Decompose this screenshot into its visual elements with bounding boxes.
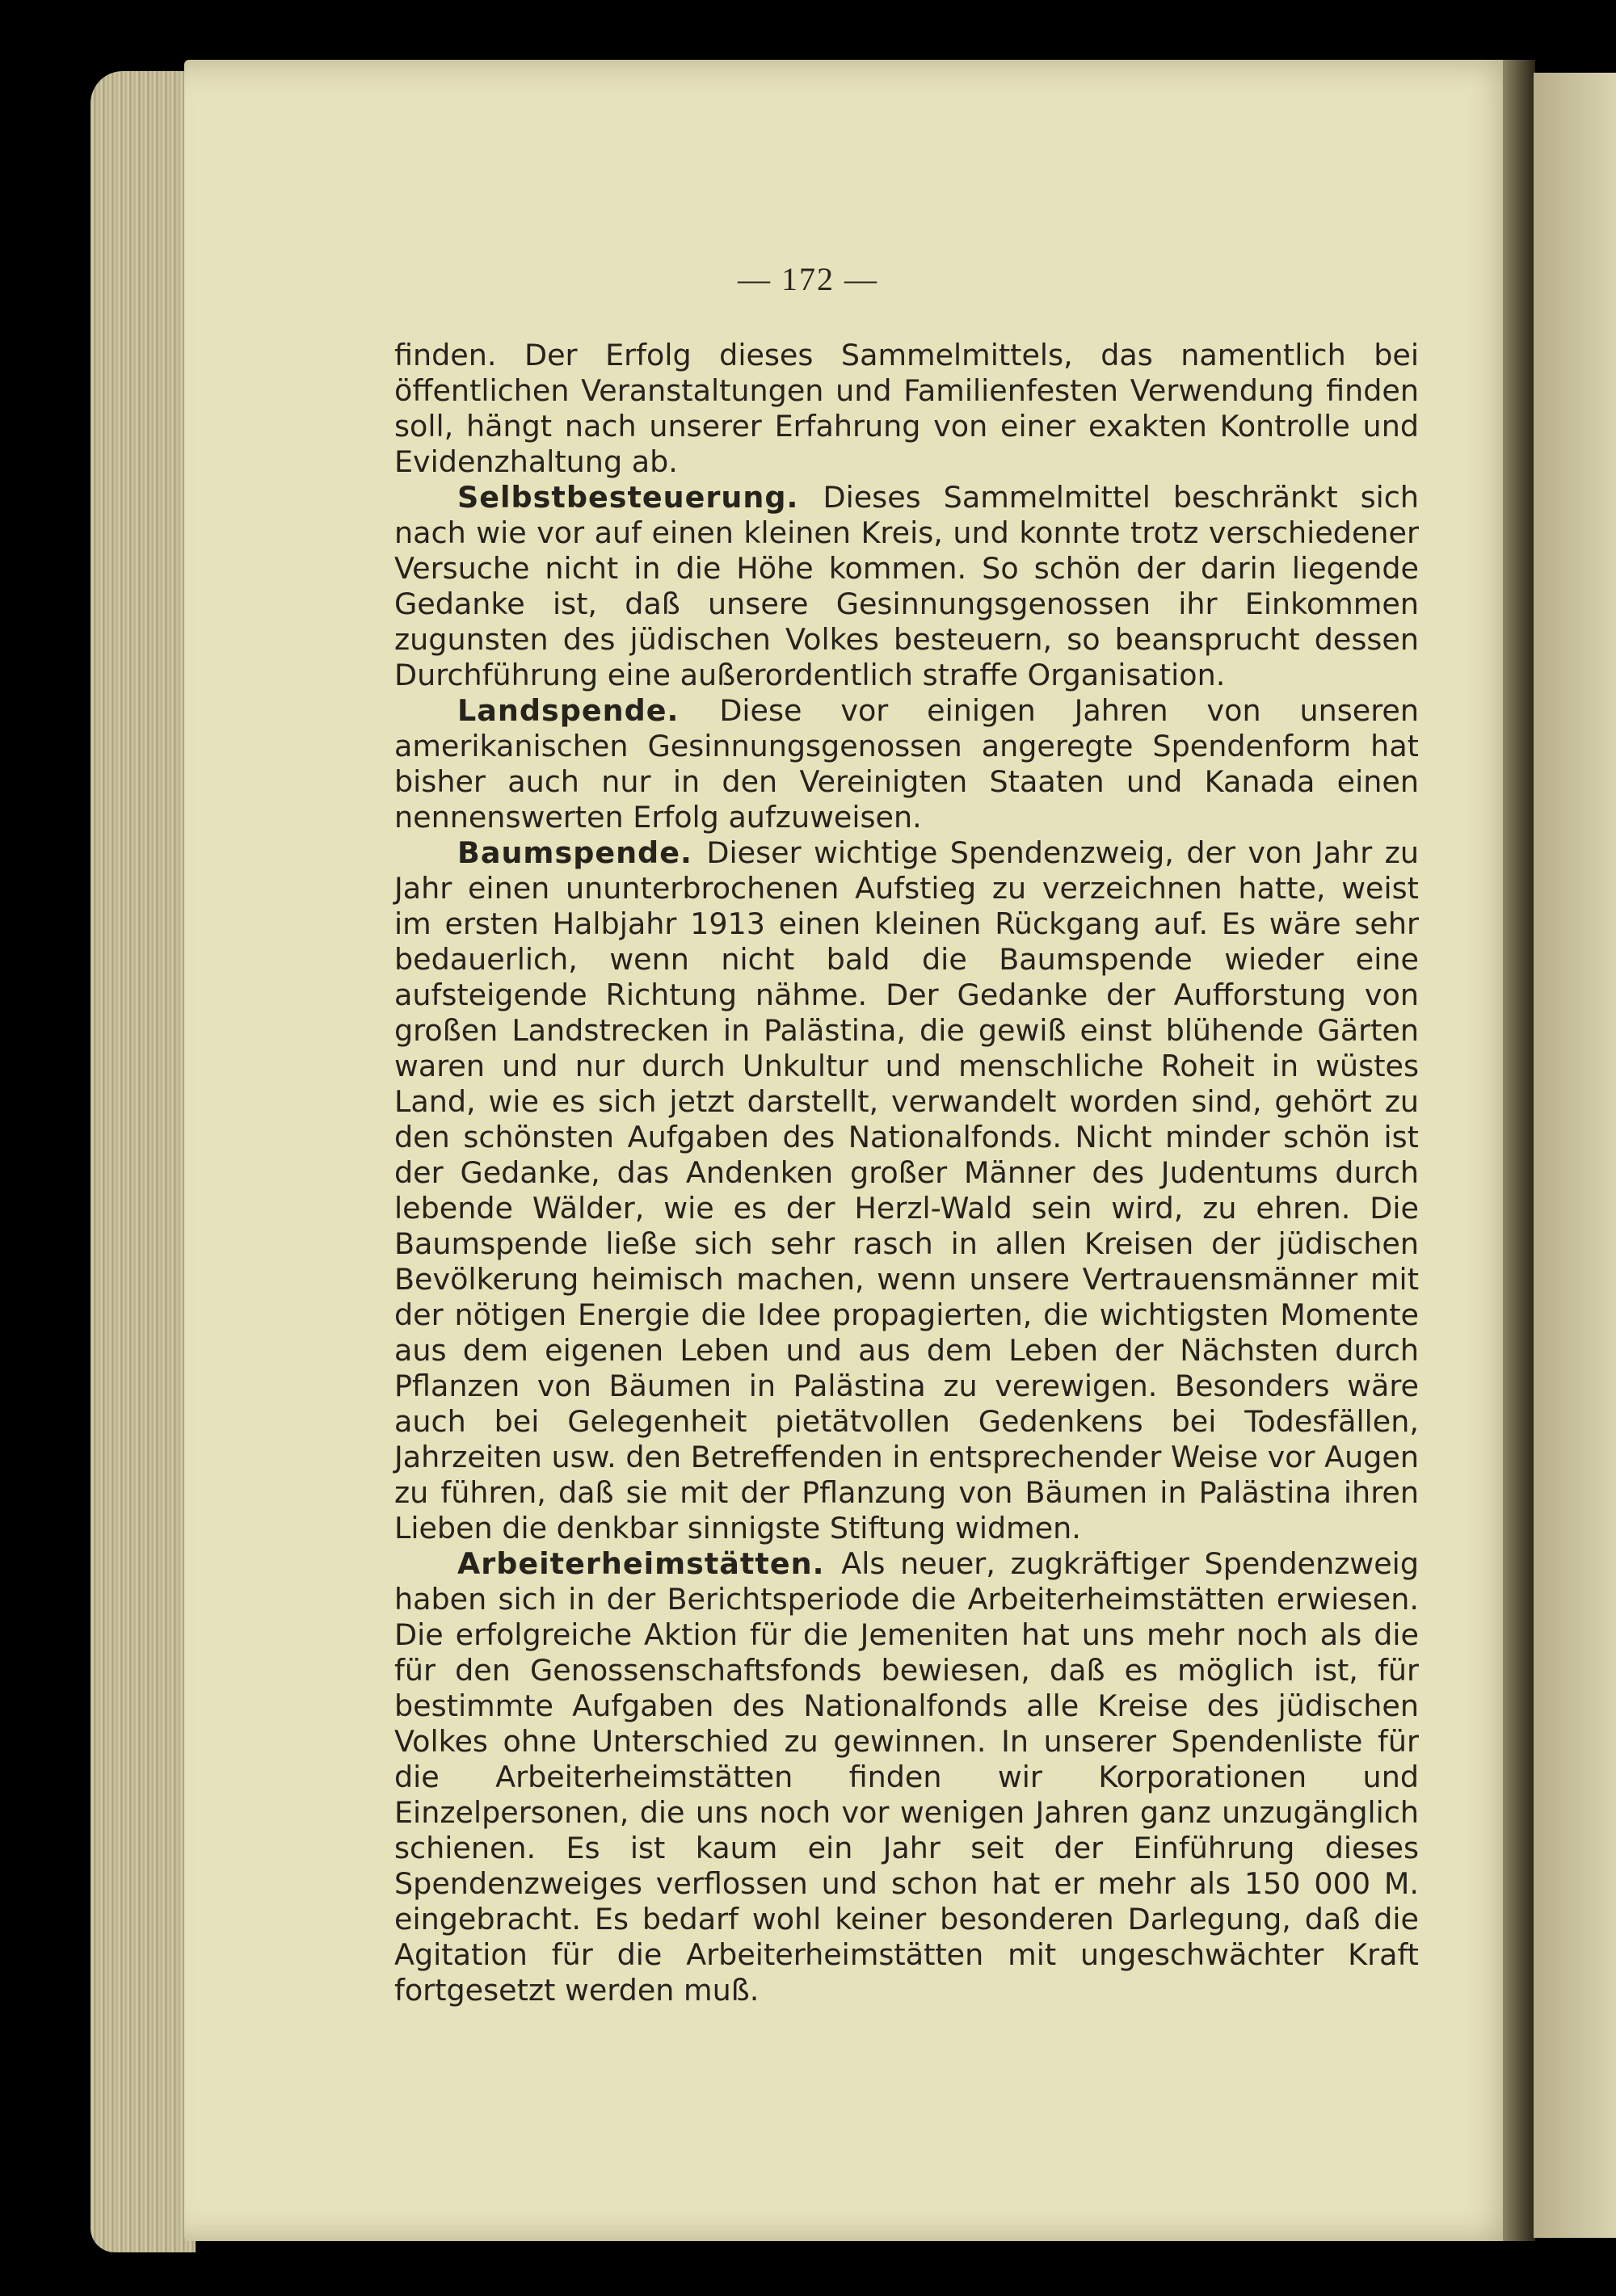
page-number: — 172 — bbox=[738, 261, 878, 297]
section-heading: Landspende. bbox=[457, 693, 720, 728]
paragraph-text: Dieses Sammelmittel beschränkt sich nach wie vor auf einen kleinen Kreis, und konnte trotz verschiedener Versuche nicht in die Höhe kommen. So schön der darin liegende Gedanke ist, daß unsere Gesinnungsgenossen ihr Einkommen zugunsten des jüdischen Volkes besteuern, so beansprucht dessen Durchführung eine außerordentlich straffe Organisation. bbox=[394, 480, 1419, 692]
paragraph-text: finden. Der Erfolg dieses Sammelmittels, das namentlich bei öffentlichen Veranstaltungen und Familienfesten Verwendung finden soll, hängt nach unserer Erfahrung von einer exakten Kontrolle und Evidenzhaltung ab. bbox=[394, 338, 1419, 479]
paragraph-baumspende bbox=[394, 835, 1419, 1546]
facing-page bbox=[1534, 73, 1616, 2238]
book-page-edge bbox=[90, 71, 196, 2252]
paragraph-text: Diese vor einigen Jahren von unseren amerikanischen Gesinnungsgenossen angeregte Spendenform hat bisher auch nur in den Vereinigten Staaten und Kanada einen nennenswerten Erfolg aufzuweisen. bbox=[394, 693, 1419, 835]
paragraph-arbeiterheimstaetten bbox=[394, 1546, 1419, 2008]
paragraph-text: Als neuer, zugkräftiger Spendenzweig haben sich in der Berichtsperiode die Arbeiterheimstätten erwiesen. Die erfolgreiche Aktion für die Jemeniten hat uns mehr noch als die für den Genossenschaftsfonds bewiesen, daß es möglich ist, für bestimmte Aufgaben des Nationalfonds alle Kreise des jüdischen Volkes ohne Unterschied zu gewinnen. In unserer Spendenliste für die Arbeiterheimstätten finden wir Korporationen und Einzelpersonen, die uns noch vor wenigen Jahren ganz unzugänglich schienen. Es ist kaum ein Jahr seit der Einführung dieses Spendenzweiges verflossen und schon hat er mehr als 150 000 M. eingebracht. Es bedarf wohl keiner besonderen Darlegung, daß die Agitation für die Arbeiterheimstätten mit ungeschwächter Kraft fortgesetzt werden muß. bbox=[394, 1546, 1419, 2008]
section-heading: Arbeiterheimstätten. bbox=[457, 1546, 842, 1581]
body-text bbox=[394, 338, 1419, 2008]
book-gutter bbox=[1503, 60, 1535, 2241]
section-heading: Selbstbesteuerung. bbox=[457, 480, 823, 515]
paragraph-text: Dieser wichtige Spendenzweig, der von Jahr zu Jahr einen ununterbrochenen Aufstieg zu verzeichnen hatte, weist im ersten Halbjahr 1913 einen kleinen Rückgang auf. Es wäre sehr bedauerlich, wenn nicht bald die Baumspende wieder eine aufsteigende Richtung nähme. Der Gedanke der Aufforstung von großen Landstrecken in Palästina, die gewiß einst blühende Gärten waren und nur durch Unkultur und menschliche Roheit in wüstes Land, wie es sich jetzt darstellt, verwandelt worden sind, gehört zu den schönsten Aufgaben des Nationalfonds. Nicht minder schön ist der Gedanke, das Andenken großer Männer des Judentums durch lebende Wälder, wie es der Herzl-Wald sein wird, zu ehren. Die Baumspende ließe sich sehr rasch in allen Kreisen der jüdischen Bevölkerung heimisch machen, wenn unsere Vertrauensmänner mit der nötigen Energie die Idee propagierten, die wichtigsten Momente aus dem eigenen Leben und aus dem Leben der Nächsten durch Pflanzen von Bäumen in Palästina zu verewigen. Besonders wäre auch bei Gelegenheit pietätvollen Gedenkens bei Todesfällen, Jahrzeiten usw. den Betreffenden in entsprechender Weise vor Augen zu führen, daß sie mit der Pflanzung von Bäumen in Palästina ihren Lieben die denkbar sinnigste Stiftung widmen. bbox=[394, 835, 1419, 1545]
paragraph-selbstbesteuerung bbox=[394, 480, 1419, 693]
paragraph-landspende bbox=[394, 693, 1419, 835]
paragraph-continuation bbox=[394, 338, 1419, 480]
section-heading: Baumspende. bbox=[457, 835, 707, 870]
